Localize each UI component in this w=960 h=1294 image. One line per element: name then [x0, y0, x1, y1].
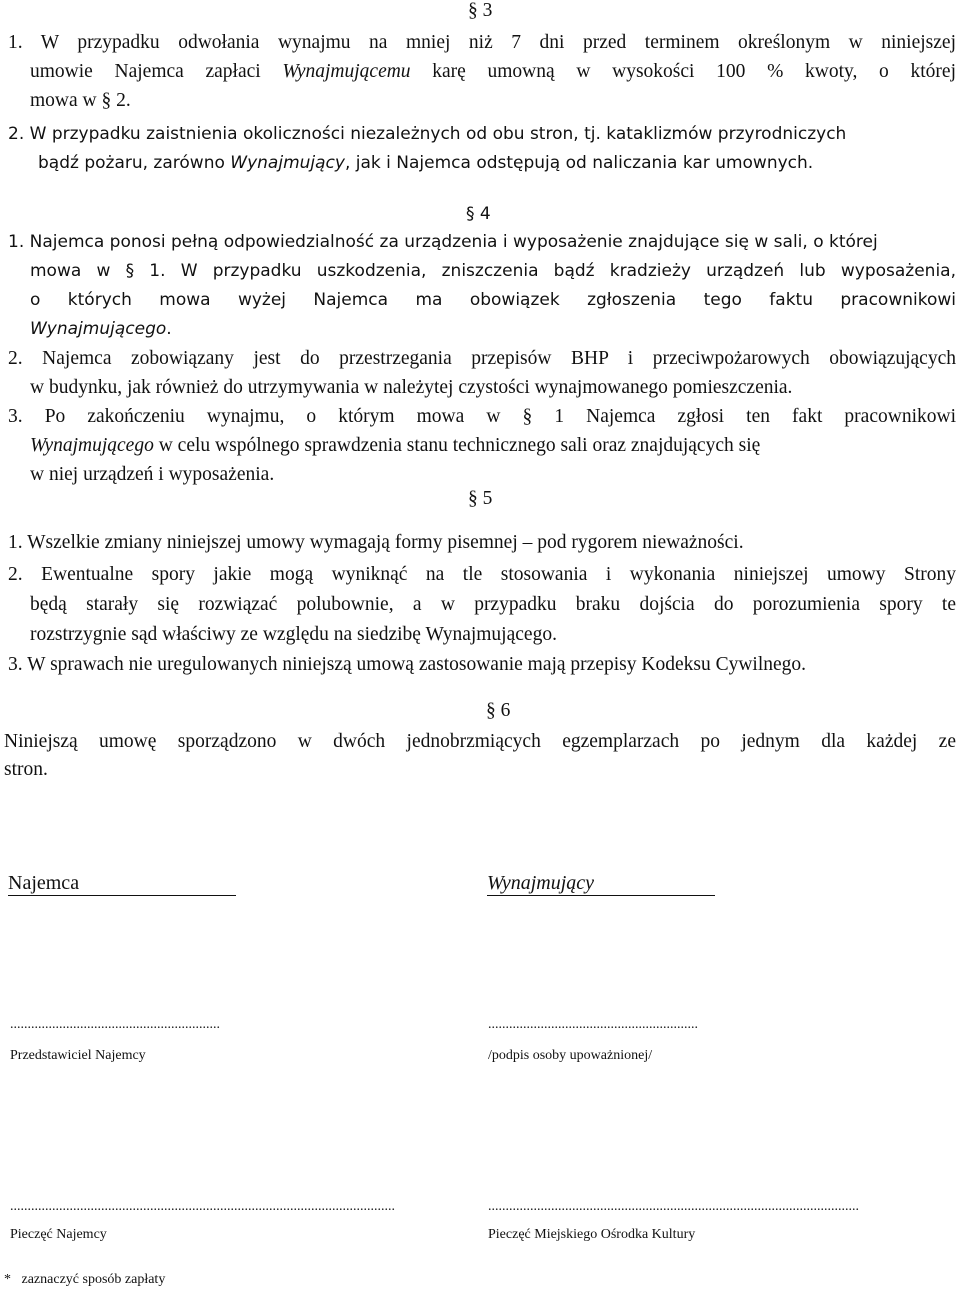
section-6-line2: stron. — [4, 759, 48, 780]
section-5-heading: § 5 — [468, 488, 493, 509]
section-3-p1-line2: umowie Najemca zapłaci Wynajmującemu karę umowną w wysokości 100 % kwoty, o której — [30, 61, 956, 82]
signature-left-rep-label: Przedstawiciel Najemcy — [10, 1048, 146, 1063]
section-6-line1: Niniejszą umowę sporządzono w dwóch jednobrzmiących egzemplarzach po jednym dla każdej ze — [4, 731, 956, 752]
section-4-p1-line3: o których mowa wyżej Najemca ma obowiązek zgłoszenia tego faktu pracownikowi — [30, 290, 956, 310]
section-5-p2-line3: rozstrzygnie sąd właściwy ze względu na siedzibę Wynajmującego. — [30, 624, 557, 645]
signature-left-heading: Najemca — [8, 872, 236, 896]
section-4-p2-line2: w budynku, jak również do utrzymywania w należytej czystości wynajmowanego pomieszczenia. — [30, 377, 793, 398]
section-4-p1-line4: Wynajmującego. — [30, 319, 172, 339]
section-4-p3-line3: w niej urządzeń i wyposażenia. — [30, 464, 275, 485]
signature-left-dots: ............................................................ — [10, 1017, 220, 1032]
section-3-p1-line1: 1. W przypadku odwołania wynajmu na mniej niż 7 dni przed terminem określonym w niniejszej — [8, 32, 956, 53]
section-4-p2-line1: 2. Najemca zobowiązany jest do przestrzegania przepisów BHP i przeciwpożarowych obowiązujących — [8, 348, 956, 369]
section-3-heading: § 3 — [468, 0, 493, 21]
signature-right-heading: Wynajmujący — [487, 872, 715, 896]
section-3-p1-line3: mowa w § 2. — [30, 90, 131, 111]
footnote: * zaznaczyć sposób zapłaty — [4, 1272, 166, 1287]
section-5-p2-line2: będą starały się rozwiązać polubownie, a w przypadku braku dojścia do porozumienia spory te — [30, 594, 956, 615]
signature-right-dots: ............................................................ — [488, 1017, 698, 1032]
stamp-left-label: Pieczęć Najemcy — [10, 1227, 107, 1242]
section-4-p1-line2: mowa w § 1. W przypadku uszkodzenia, zniszczenia bądź kradzieży urządzeń lub wyposażenia, — [30, 261, 956, 281]
signature-right-rep-label: /podpis osoby upoważnionej/ — [488, 1048, 653, 1063]
section-4-heading: § 4 — [466, 204, 491, 224]
section-5-p2-line1: 2. Ewentualne spory jakie mogą wyniknąć na tle stosowania i wykonania niniejszej umowy Strony — [8, 564, 956, 585]
stamp-right-dots: .......................................................................................................... — [488, 1199, 859, 1214]
section-3-p2-line2: bądź pożaru, zarówno Wynajmujący, jak i Najemca odstępują od naliczania kar umownych. — [38, 153, 814, 173]
section-4-p3-line1: 3. Po zakończeniu wynajmu, o którym mowa w § 1 Najemca zgłosi ten fakt pracownikowi — [8, 406, 956, 427]
section-6-heading: § 6 — [486, 700, 511, 721]
section-5-p3: 3. W sprawach nie uregulowanych niniejszą umową zastosowanie mają przepisy Kodeksu Cywilnego. — [8, 654, 807, 675]
section-4-p3-line2: Wynajmującego w celu wspólnego sprawdzenia stanu technicznego sali oraz znajdujących się — [30, 435, 761, 456]
stamp-right-label: Pieczęć Miejskiego Ośrodka Kultury — [488, 1227, 696, 1242]
section-5-p1: 1. Wszelkie zmiany niniejszej umowy wymagają formy pisemnej – pod rygorem nieważności. — [8, 532, 744, 553]
section-4-p1-line1: 1. Najemca ponosi pełną odpowiedzialność za urządzenia i wyposażenie znajdujące się w sali, o której — [8, 232, 878, 252]
stamp-left-dots: .............................................................................................................. — [10, 1199, 395, 1214]
section-3-p2-line1: 2. W przypadku zaistnienia okoliczności niezależnych od obu stron, tj. kataklizmów przyrodniczych — [8, 124, 847, 144]
